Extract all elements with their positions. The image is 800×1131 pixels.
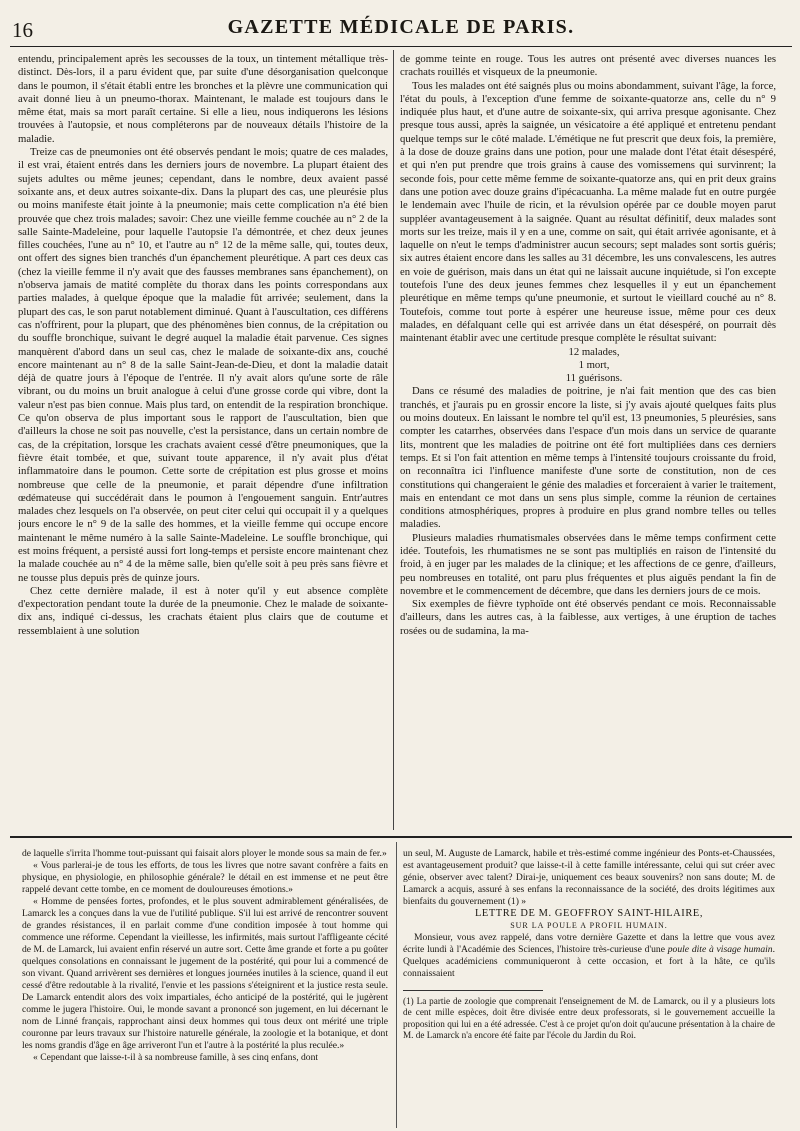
paragraph: Dans ce résumé des maladies de poitrine, je n'ai fait mention que des cas bien tranchés, et j'aurais pu en grossir encore la liste, si j'y avais ajouté quelques faits plus ou moins douteux. En laissant le nombre tel qu'il est, 13 pneumonies, 5 pleurésies, sans compter les catarrhes, observées dans l'espace d'un mois dans un service de quarante lits, montrent que les maladies de poitrine ont été fort multipliées dans ces derniers temps. Et si l'on fait attention en même temps à l'intensité toujours croissante du froid, on reconnaîtra ici l'influence manifeste d'une sorte de constitution, non de ces constitutions qui changeraient le génie des maladies et forceraient à varier le traitement, mais en entendant ce mot dans un sens plus simple, comme la réunion de certaines conditions atmosphériques, propres à produire en plus grand nombre telles ou telles maladies.	[400, 385, 776, 531]
feuilleton-column-divider	[396, 842, 397, 1128]
paragraph: « Homme de pensées fortes, profondes, et le plus souvent admirablement généralisées, de Lamarck les a conçues dans la vue de l'utilité publique. S'il lui est arrivé de rencontrer souvent de grandes résistances, il en parlait comme d'une condition imposée à tout homme qui commence une réforme. Cependant la vieillesse, les infirmités, mais surtout l'affligeante cécité de M. de Lamarck, lui avaient enfin réservé un autre sort. Cette âme grande et forte a pu goûter quelques consolations en connaissant le jugement de la postérité, qui pour lui a commencé de son vivant. Quand arrivèrent ses dernières et longues journées inutiles à la science, quand il eut cessé d'être redoutable à la rivalité, l'envie et les passions s'éteignirent et la justice resta seule. De Lamarck entendit alors des voix impartiales, écho anticipé de la postérité, qui le jugèrent comme le jugera l'histoire. Oui, le monde savant a prononcé son jugement, en lui décernant le nom de Linné français, rapprochant ainsi deux hommes qui tous deux ont mérité une triple couronne par leurs travaux sur l'histoire naturelle générale, la zoologie et la botanique, et dont les noms grandis d'âge en âge arriveront l'un et l'autre à la postérité la plus reculée.»	[22, 896, 388, 1051]
feuilleton-column-right	[403, 848, 775, 1126]
paragraph: « Vous parlerai-je de tous les efforts, de tous les livres que notre savant confrère a faits en physique, en physiologie, en philosophie générale? le détail en est immense et ne peut être rappelé devant cette tombe, en ce moment de douloureuses émotions.»	[22, 860, 388, 895]
letter-text-continued: . Quelques académiciens communiqueront à cette occasion, et fort à la hâte, ce qu'ils connaissaient	[403, 944, 775, 979]
feuilleton-column-left	[22, 848, 388, 1126]
result-recoveries: 11 guérisons.	[565, 372, 623, 385]
footnote: (1) La partie de zoologie que comprenait l'enseignement de M. de Lamarck, ou il y a plusieurs lots de cent mille espèces, doit être divisée entre deux professorats, si le gouvernement accueille la proposition qui lui en a été adressée. C'est à ce projet qu'on doit qu'aucune présentation à la chaire de M. de Lamarck n'a encore été faite par l'école du Jardin du Roi.	[403, 996, 775, 1041]
letter-text: Monsieur, vous avez rappelé, dans votre dernière Gazette et dans la lettre que vous avez écrite lundi à l'Académie des Sciences, l'histoire très-curieuse d'une	[403, 932, 775, 955]
column-divider	[393, 50, 394, 830]
footnote-rule	[403, 990, 543, 991]
masthead-title: GAZETTE MÉDICALE DE PARIS.	[227, 16, 575, 38]
paragraph: « Cependant que laisse-t-il à sa nombreuse famille, à ses cinq enfans, dont	[33, 1052, 319, 1063]
letter-subtitle: SUR LA POULE A PROFIL HUMAIN.	[510, 921, 668, 930]
letter-italic-phrase: poule dite à visage humain	[667, 944, 773, 955]
page-number: 16	[12, 18, 33, 42]
paragraph: un seul, M. Auguste de Lamarck, habile et très-estimé comme ingénieur des Ponts-et-Chaussées, est avantageusement produit? que laisse-t-il à cette famille intéressante, celui qui sut créer avec génie, observer avec talent? Dirai-je, uniquement ces beaux souvenirs? non sans doute; M. de Lamarck a acquis, assuré à ses enfans la reconnaissance de la société, des droits légitimes aux bienfaits du gouvernement (1) »	[403, 848, 775, 907]
feuilleton-separator	[10, 836, 792, 841]
letter-title: LETTRE DE M. GEOFFROY SAINT-HILAIRE,	[474, 908, 704, 919]
paragraph: Tous les malades ont été saignés plus ou moins abondamment, suivant l'âge, la force, l'état du pouls, à l'exception d'une femme de soixante-quatorze ans, celle du n° 9 indiquée plus haut, et d'une autre de soixante-six, qui arriva presque agonisante. Chez presque tous aussi, après la saignée, un vésicatoire a été appliqué et entretenu pendant quelque temps sur le côté malade. L'émétique ne fut prescrit que deux fois, la première, à la dose de douze grains dans une potion, pour une malade dont l'état était désespéré, et qui n'en put prendre que trois grains à cause des vomissemens qui survinrent; la seconde fois, pour cette même femme de soixante-quatorze ans, qui en prit deux grains dans une potion avec douze grains d'ipécacuanha. La même malade fut en outre purgée le lendemain avec l'huile de ricin, et la révulsion opérée par ce double moyen parut suppléer avantageusement à la saignée. Quant au résultat définitif, deux malades sont morts sur les treize, mais il y en a une, comme on sait, qui était arrivée agonisante, et à laquelle on n'eut le temps d'administrer aucun secours; sept malades sont sortis guéris; six autres étaient encore dans les salles au 31 décembre, les uns convalescens, les autres en voie de guérison, mais dans un état qui ne laissait aucune inquiétude, si l'on excepte toutefois l'une des deux jeunes femmes chez lesquelles il y eut un épanchement pleurétique en même temps qu'une pneumonie, et surtout le vieillard couché au n° 8. Toutefois, comme tout porte à espérer une heureuse issue, même pour ces deux malades, en défalquant celle qui est arrivée dans un état désespéré, on pourrait dès maintenant établir avec une certitude presque complète le résultat suivant:	[400, 79, 776, 345]
paragraph: Six exemples de fièvre typhoïde ont été observés pendant ce mois. Reconnaissable d'ailleurs, dans les autres cas, à la faiblesse, aux vertiges, à une éruption de taches rosées ou de sudamina, la ma-	[400, 598, 776, 637]
paragraph: Plusieurs maladies rhumatismales observées dans le même temps confirment cette idée. Toutefois, les rhumatismes ne se sont pas multipliés en raison de l'intensité du froid, à en juger par les malades de la clinique; et les affections de ce genre, d'ailleurs, peu nombreuses en totalité, ont paru plus fréquentes et plus aiguës pendant la fin de novembre et le commencement de décembre, que dans les derniers jours de ce mois.	[400, 531, 776, 597]
letter-paragraph	[403, 932, 775, 980]
article-column-left	[18, 53, 388, 825]
paragraph: Treize cas de pneumonies ont été observés pendant le mois; quatre de ces malades, il est vrai, étaient entrés dans les derniers jours de novembre. La plupart étaient des sujets adultes ou même jeunes; cependant, dans le nombre, deux avaient passé soixante ans, et deux autres soixante-dix. Dans la plupart des cas, une pleurésie plus ou moins manifeste était jointe à la pneumonie; mais cette complication n'a été bien prouvée que chez trois malades; savoir: Chez une vieille femme couchée au n° 2 de la salle Sainte-Madeleine, pour laquelle l'autopsie l'a démontrée, et chez deux jeunes filles couchées, l'une au n° 10, et l'autre au n° 12 de la même salle, qui, toutes deux, ont offert des signes bien tranchés d'un épanchement pleurétique. A part ces deux cas (chez la vieille femme il n'y avait que des fausses membranes sans épanchement), on n'observa jamais de matité complète du thorax dans les points correspondans aux parties malades, à quelque époque que la maladie fût arrivée; seulement, dans la plupart des cas, le son parut notablement diminué. Quant à l'auscultation, ces différens cas n'offrirent, pour la plupart, que des phénomènes bien connus, de la crépitation ou du souffle bronchique, suivant le degré auquel la maladie était parvenue. Ces signes manquèrent d'abord dans un seul cas, chez le malade de soixante-dix ans, couché encore maintenant au n° 8 de la salle Saint-Jean-de-Dieu, et dont la maladie datait déjà de quatre jours à l'époque de l'entrée. Il n'y avait alors qu'une sorte de râle vibrant, ou du moins un bruit analogue à celui d'une grosse corde qui vibre, dont la valeur n'est pas bien connue. Mais plus tard, on entendit de la respiration bronchique. Ce qu'on observa de plus important sous le rapport de l'auscultation, bien que d'ailleurs la chose ne soit pas nouvelle, c'est la persistance, dans un certain nombre de cas, de la crépitation, lorsque les crachats avaient cessé d'être pneumoniques, que la fièvre était tombée, et que, suivant toute apparence, il n'y avait plus d'état inflammatoire dans le poumon. Cette sorte de crépitation est plus grosse et moins nombreuse que celle de la pneumonie, et parait dépendre d'une infiltration œdémateuse qui succédérait dans le poumon à l'engouement sanguin. Entr'autres malades chez lesquels on l'a observée, on peut citer celui qui occupait il y a quelques jours encore le n° 9 de la salle des hommes, et la vieille femme qui occupe encore maintenant le même numéro à la salle Sainte-Madeleine. Le souffle bronchique, qui est moins fréquent, a persisté aussi fort long-temps et persiste encore maintenant chez la malade couchée au n° 4 de la même salle, bien qu'elle soit à peu près sans fièvre et ne tousse plus depuis près de quinze jours.	[18, 146, 388, 584]
paragraph: de gomme teinte en rouge. Tous les autres ont présenté avec diverses nuances les crachats rouillés et visqueux de la pneumonie.	[400, 53, 776, 79]
result-deaths: 1 mort,	[578, 358, 610, 371]
paragraph: entendu, principalement après les secousses de la toux, un tintement métallique très-distinct. Dès-lors, il a paru évident que, par suite d'une désorganisation quelconque dans le poumon, il s'était établi entre les bronches et la plèvre une communication qui avait donné lieu à un pneumo-thorax. Maintenant, le malade est toujours dans le même état, mais sa mort paraît certaine. Si elle a lieu, nous indiquerons les lésions trouvées à l'autopsie, et nous compléterons par de nouveaux détails l'histoire de la maladie.	[18, 53, 388, 145]
article-column-right	[400, 53, 776, 825]
paragraph: Chez cette dernière malade, il est à noter qu'il y eut absence complète d'expectoration pendant toute la durée de la pneumonie. Chez le malade de soixante-dix ans, indiqué ci-dessus, les crachats étaient plus clairs que de coutume et ressemblaient à une solution	[18, 584, 388, 637]
page-header	[10, 14, 792, 42]
result-malades: 12 malades,	[568, 345, 620, 358]
header-rule	[10, 46, 792, 47]
paragraph: de laquelle s'irrita l'homme tout-puissant qui faisait alors ployer le monde sous sa main de fer.»	[22, 848, 387, 859]
